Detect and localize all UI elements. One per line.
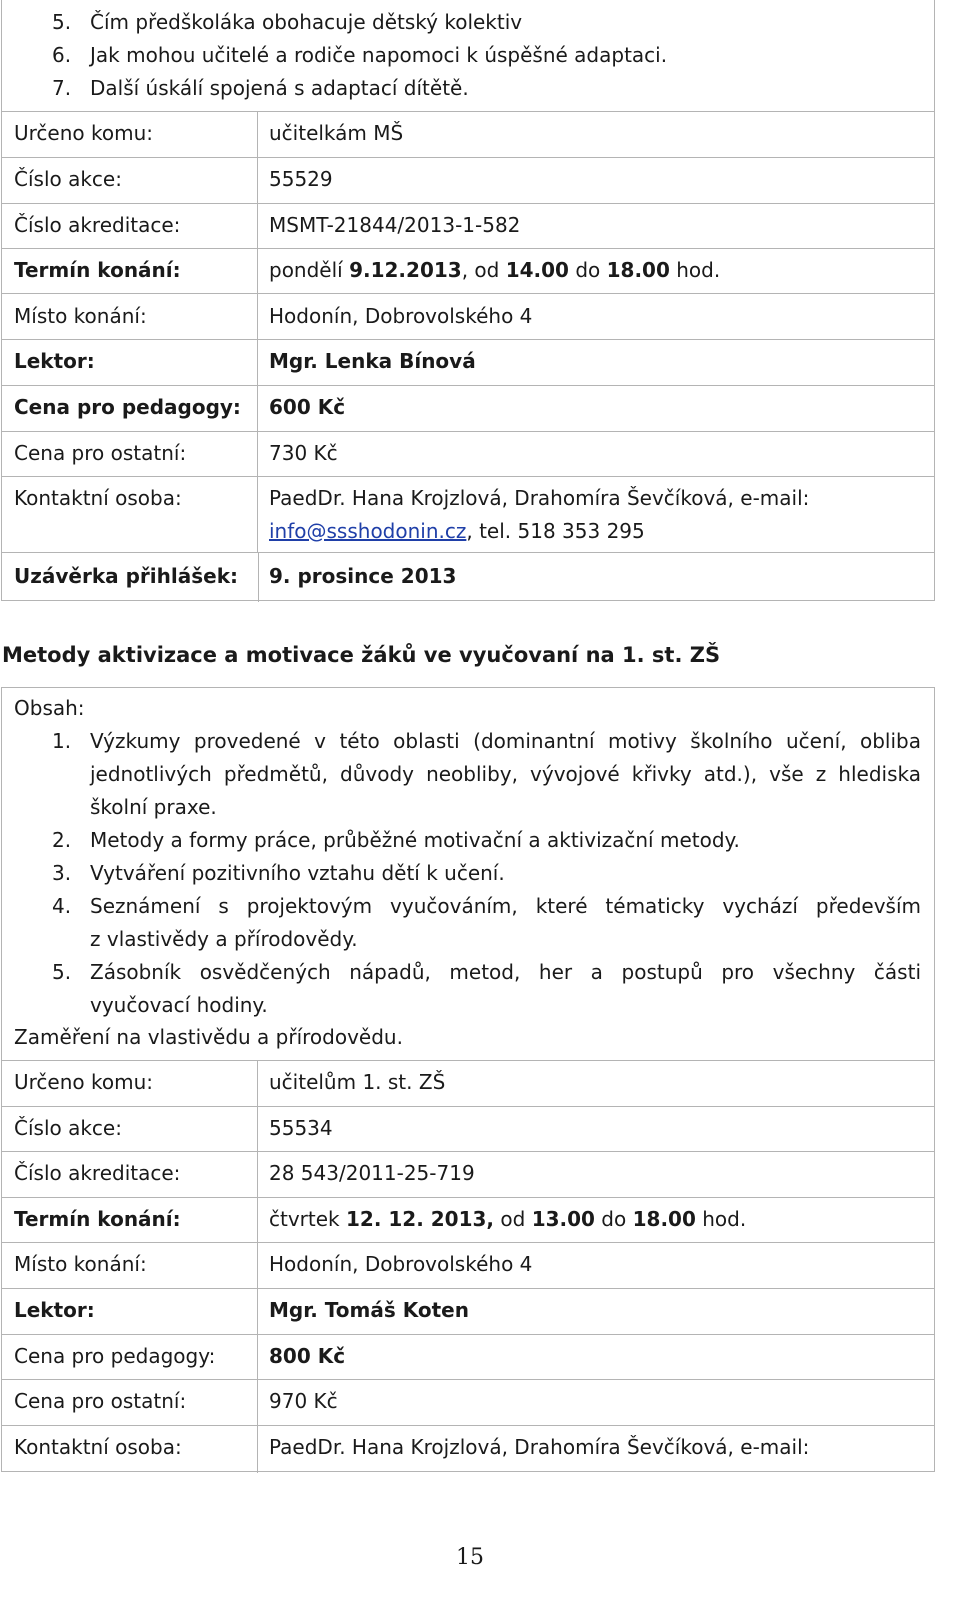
cena-ostatni-label: Cena pro ostatní: — [14, 1389, 187, 1413]
list-item: školní praxe. — [90, 795, 217, 819]
kontakt-line: PaedDr. Hana Krojzlová, Drahomíra Ševčíková, e-mail: — [269, 486, 810, 510]
kontakt-line — [269, 517, 645, 545]
akreditace-label: Číslo akreditace: — [14, 1161, 181, 1185]
list-number: 4. — [52, 894, 72, 918]
list-number: 1. — [52, 729, 72, 753]
row-divider — [2, 1106, 934, 1107]
row-divider — [2, 1242, 934, 1243]
list-item: Metody a formy práce, průběžné motivační a aktivizační metody. — [90, 828, 740, 852]
list-item: Vytváření pozitivního vztahu dětí k učení. — [90, 861, 505, 885]
list-number: 3. — [52, 861, 72, 885]
termin-value: pondělí 9.12.2013, od 14.00 do 18.00 hod. — [269, 258, 721, 282]
kontakt-label: Kontaktní osoba: — [14, 1435, 182, 1459]
row-divider — [2, 248, 934, 249]
uzaverka-value: 9. prosince 2013 — [269, 564, 457, 588]
list-item: jednotlivých předmětů, důvody neobliby, vývojové křivky atd.), vše z hlediska — [90, 762, 921, 786]
lektor-value: Mgr. Tomáš Koten — [269, 1298, 469, 1322]
row-divider — [2, 476, 934, 477]
misto-label: Místo konání: — [14, 304, 147, 328]
list-item: z vlastivědy a přírodovědy. — [90, 927, 358, 951]
row-divider — [2, 1060, 934, 1061]
email-link[interactable]: info@ssshodonin.cz — [269, 519, 467, 543]
zamereni-text: Zaměření na vlastivědu a přírodovědu. — [14, 1025, 403, 1049]
list-number: 5. — [52, 960, 72, 984]
list-item: Seznámení s projektovým vyučováním, které tématicky vychází především — [90, 894, 921, 918]
column-divider — [258, 552, 259, 602]
urceno-value: učitelkám MŠ — [269, 121, 404, 145]
row-divider — [2, 431, 934, 432]
list-item: Čím předškoláka obohacuje dětský kolektiv — [90, 10, 523, 34]
cena-pedagogy-label: Cena pro pedagogy: — [14, 395, 241, 419]
cislo-akce-value: 55529 — [269, 167, 333, 191]
lektor-label: Lektor: — [14, 1298, 95, 1322]
misto-value: Hodonín, Dobrovolského 4 — [269, 1252, 533, 1276]
list-item: Zásobník osvědčených nápadů, metod, her a postupů pro všechny části — [90, 960, 921, 984]
row-divider — [2, 339, 934, 340]
urceno-value: učitelům 1. st. ZŠ — [269, 1070, 446, 1094]
row-divider — [2, 1425, 934, 1426]
kontakt-line: PaedDr. Hana Krojzlová, Drahomíra Ševčíková, e-mail: — [269, 1435, 810, 1459]
phone-text: , tel. 518 353 295 — [466, 519, 645, 543]
akreditace-value: MSMT-21844/2013-1-582 — [269, 213, 521, 237]
lektor-label: Lektor: — [14, 349, 95, 373]
row-divider — [2, 385, 934, 386]
list-item: Výzkumy provedené v této oblasti (dominantní motivy školního učení, obliba — [90, 729, 921, 753]
list-number: 2. — [52, 828, 72, 852]
cislo-akce-value: 55534 — [269, 1116, 333, 1140]
cena-ostatni-label: Cena pro ostatní: — [14, 441, 187, 465]
obsah-label: Obsah: — [14, 696, 85, 720]
termin-label: Termín konání: — [14, 258, 181, 282]
list-number: 5. — [52, 10, 72, 34]
row-divider — [2, 552, 934, 553]
row-divider — [2, 203, 934, 204]
urceno-label: Určeno komu: — [14, 121, 153, 145]
cena-pedagogy-value: 800 Kč — [269, 1344, 346, 1368]
row-divider — [2, 1151, 934, 1152]
list-item: Jak mohou učitelé a rodiče napomoci k úspěšné adaptaci. — [90, 43, 668, 67]
akreditace-label: Číslo akreditace: — [14, 213, 181, 237]
list-item: vyučovací hodiny. — [90, 993, 268, 1017]
cena-pedagogy-label: Cena pro pedagogy: — [14, 1344, 216, 1368]
column-divider — [257, 111, 258, 552]
row-divider — [2, 1334, 934, 1335]
akreditace-value: 28 543/2011-25-719 — [269, 1161, 475, 1185]
cislo-akce-label: Číslo akce: — [14, 167, 122, 191]
list-number: 6. — [52, 43, 72, 67]
kontakt-label: Kontaktní osoba: — [14, 486, 182, 510]
row-divider — [2, 293, 934, 294]
misto-label: Místo konání: — [14, 1252, 147, 1276]
cena-ostatni-value: 730 Kč — [269, 441, 338, 465]
cislo-akce-label: Číslo akce: — [14, 1116, 122, 1140]
row-divider — [2, 1288, 934, 1289]
list-item: Další úskálí spojená s adaptací dítětě. — [90, 76, 469, 100]
row-divider — [2, 111, 934, 112]
misto-value: Hodonín, Dobrovolského 4 — [269, 304, 533, 328]
termin-label: Termín konání: — [14, 1207, 181, 1231]
lektor-value: Mgr. Lenka Bínová — [269, 349, 476, 373]
cena-pedagogy-value: 600 Kč — [269, 395, 346, 419]
row-divider — [2, 1197, 934, 1198]
uzaverka-label: Uzávěrka přihlášek: — [14, 564, 238, 588]
cena-ostatni-value: 970 Kč — [269, 1389, 338, 1413]
row-divider — [2, 157, 934, 158]
row-divider — [2, 1379, 934, 1380]
course-2-title: Metody aktivizace a motivace žáků ve vyučovaní na 1. st. ZŠ — [2, 643, 721, 667]
list-number: 7. — [52, 76, 72, 100]
column-divider — [257, 1060, 258, 1473]
termin-value: čtvrtek 12. 12. 2013, od 13.00 do 18.00 hod. — [269, 1207, 747, 1231]
page-number: 15 — [456, 1545, 484, 1570]
urceno-label: Určeno komu: — [14, 1070, 153, 1094]
